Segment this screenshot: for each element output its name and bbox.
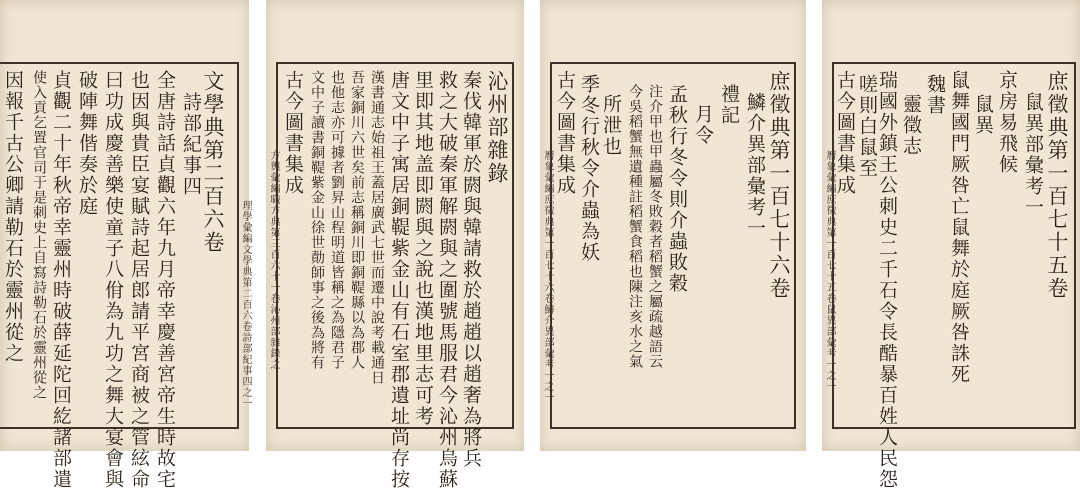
column-text: 今吳稻蟹無遺種註稻蟹食稻也陳注亥水之氣 [627, 84, 643, 369]
margin-note: 理學彙編文學典第二百六卷詩部紀事四之一 [240, 200, 251, 409]
column-text: 孟秋行冬令則介蟲敗穀 [666, 84, 688, 294]
column-text: 鱗介異部彙考一 [744, 92, 766, 239]
scan-page-1 [0, 0, 251, 490]
column-text: 貞觀二十年秋帝幸靈州時破薛延陀回紇諸部遣 [50, 70, 72, 490]
column-title: 文學典第二百六卷 [201, 70, 225, 254]
column-title: 庶徵典第一百七十五卷 [1045, 70, 1069, 300]
column-text: 秦伐韓軍於閼與韓請救於趙趙以趙奢為將兵 [460, 70, 482, 469]
column-text: 鼠舞國門厥咎亡鼠舞於庭厥咎誅死 [948, 70, 970, 385]
column-text: 京房易飛候 [996, 70, 1018, 175]
column-text: 因報千古公卿請勒石於靈州從之 [2, 70, 24, 364]
page-frame [0, 62, 239, 490]
column-text: 古今圖書集成 [834, 70, 856, 196]
column-text: 也因與貴臣宴賦詩起居郎請平宮商被之管絃命 [128, 70, 150, 490]
column-text: 禮記 [718, 84, 740, 126]
page-frame [832, 62, 1076, 490]
column-text: 嗟則白鼠至 [856, 74, 878, 179]
scan-page-2 [266, 0, 524, 490]
column-text: 靈徵志 [900, 94, 922, 157]
column-text: 使入貢乞置官司于是刺史上自寫詩勒石於靈州從之 [31, 70, 47, 400]
column-text: 漢書通志始祖王蓋居廣武七世而遷中說考載通日 [369, 70, 385, 385]
column-text: 月令 [692, 104, 714, 146]
column-text: 救之大破秦軍解閼與之圍號馬服君今沁州烏蘇 [436, 70, 458, 490]
scan-page-4 [822, 0, 1080, 490]
column-title: 沁州部雜錄 [485, 70, 509, 185]
margin-note: 曆象彙編庶徵典第一百七十五卷鼠異部彙考一之一 [824, 150, 835, 392]
column-text: 鼠異 [972, 94, 994, 136]
page-frame [550, 62, 796, 429]
column-text: 注介甲也甲蟲屬冬敗穀者稻蟹之屬疏越語云 [647, 84, 663, 369]
column-text: 吾家銅川六世矣前志稱銅川即銅鞮縣以為郡人 [349, 70, 365, 370]
page-frame [276, 62, 514, 490]
column-text: 曰功成慶善樂使童子八佾為九功之舞大宴會與 [102, 70, 124, 490]
column-text: 所泄也 [600, 94, 622, 157]
column-text: 文中子讀書銅鞮紫金山徐世勣師事之後為將有 [309, 70, 325, 370]
column-text: 唐文中子寓居銅鞮紫金山有石室郡遺址尚存按 [388, 70, 410, 490]
column-text: 也他志亦可據者劉昇山程明道皆稱之為隱君子 [329, 70, 345, 370]
margin-note: 曆象彙編庶徵典第一百七十六卷鱗介異部彙考一之一 [542, 150, 553, 403]
column-text: 瑞國外鎮王公刺史二千石令長酷暴百姓人民怨 [876, 70, 898, 490]
column-text: 魏書 [924, 74, 946, 116]
column-text: 鼠異部彙考一 [1022, 92, 1044, 218]
column-text: 破陣舞偕奏於庭 [76, 70, 98, 217]
scan-page-3 [540, 0, 806, 451]
column-text: 古今圖書集成 [554, 70, 576, 196]
column-text: 季冬行秋令介蟲為妖 [578, 74, 600, 263]
column-title: 庶徵典第一百七十六卷 [767, 70, 791, 300]
column-text: 古今圖書集成 [282, 70, 304, 196]
column-text: 里即其地盖即閼與之說也漢地里志可考 [412, 70, 434, 427]
margin-note: 方輿彙編職方典第三百六十一卷沁州部雜錄之 [268, 150, 279, 370]
column-text: 詩部紀事四 [180, 92, 202, 197]
column-text: 全唐詩話貞觀六年九月帝幸慶善宮帝生時故宅 [154, 70, 176, 490]
